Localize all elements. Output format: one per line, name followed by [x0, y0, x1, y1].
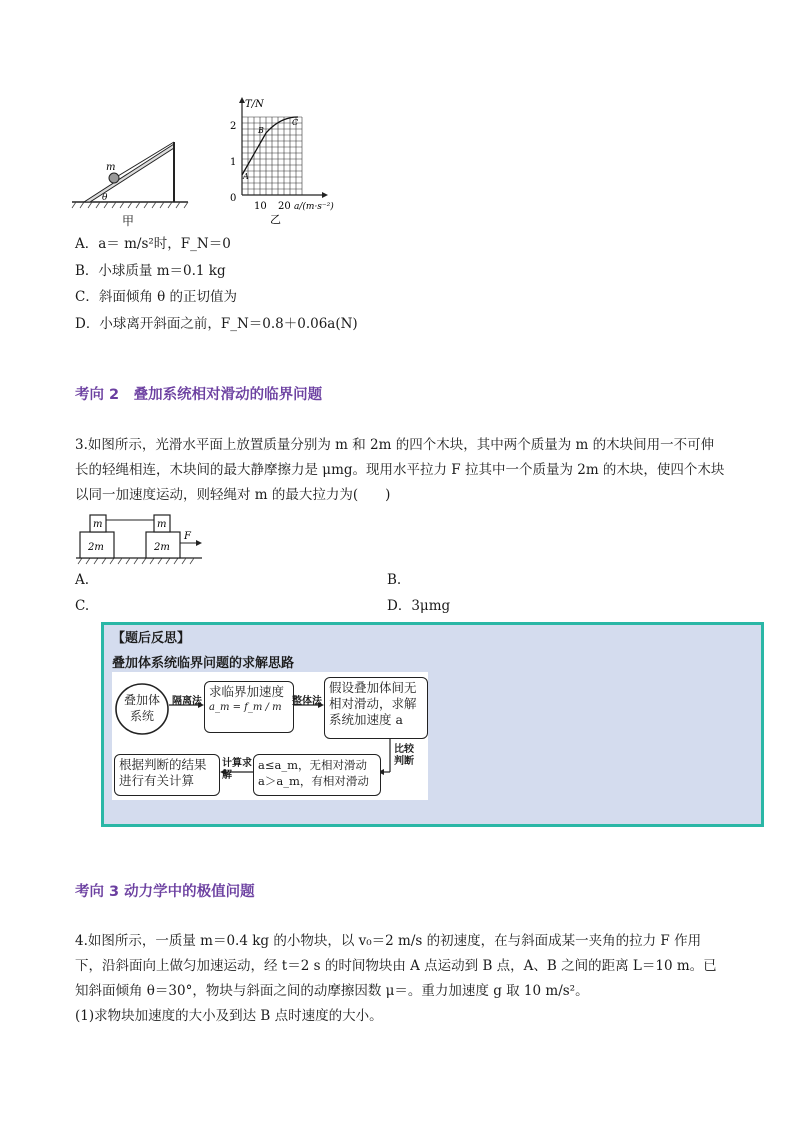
figure-graph — [222, 95, 357, 225]
section-heading-3: 考向 3 动力学中的极值问题 — [75, 884, 255, 900]
flow-cond-2: a＞a_m，有相对滑动 — [258, 774, 369, 788]
flow-label-calc: 计算求解 — [222, 758, 252, 781]
figure-blocks — [76, 510, 206, 566]
figure-incline — [70, 130, 190, 220]
q2-option-a: A．a＝ m/s²时，F_N＝0 — [75, 236, 231, 252]
block-m-right: m — [157, 519, 167, 530]
reflection-subtitle: 叠加体系统临界问题的求解思路 — [112, 656, 295, 671]
question-3-text: 3.如图所示，光滑水平面上放置质量分别为 m 和 2m 的四个木块，其中两个质量为 m 的木块间用一不可伸长的轻绳相连，木块间的最大静摩擦力是 μmg。现用水平拉力 F 拉其中一个质量为 2m 的木块，使四个木块以同一加速度运动，则轻绳对 m 的最大拉力为( ) — [75, 437, 725, 503]
q3-option-d: D．3μmg — [387, 598, 451, 614]
point-a-label: A — [243, 172, 249, 181]
question-4-text: 4.如图所示，一质量 m＝0.4 kg 的小物块，以 v₀＝2 m/s 的初速度，在与斜面成某一夹角的拉力 F 作用下，沿斜面向上做匀加速运动，经 t＝2 s 的时间物块由 A 点运动到 B 点，A、B 之间的距离 L＝10 m。已知斜面倾角 θ＝30°，物块与斜面之间的动摩擦因数 μ＝。重力加速度 g 取 10 m/s²。 — [75, 933, 717, 999]
y-tick-2: 2 — [230, 121, 237, 132]
flow-start: 叠加体系统 — [123, 693, 160, 723]
q3-option-b: B. — [387, 572, 402, 588]
x-tick-10: 10 — [254, 201, 267, 212]
force-label: F — [184, 531, 191, 542]
figure-caption-yi: 乙 — [270, 213, 281, 225]
flow-label-compare: 比较判断 — [394, 744, 414, 767]
flow-end: 根据判断的结果进行有关计算 — [114, 754, 220, 796]
y-tick-1: 1 — [230, 157, 237, 168]
reflection-title: 【题后反思】 — [112, 631, 191, 646]
x-tick-20: 20 — [278, 201, 291, 212]
flow-cond-1: a≤a_m，无相对滑动 — [258, 758, 368, 772]
flow-step2: 假设叠加体间无相对滑动，求解系统加速度 a — [324, 677, 428, 739]
block-2m-left: 2m — [88, 542, 104, 553]
point-c-label: C — [292, 118, 299, 127]
flow-step1: 求临界加速度 a_m = f_m / m — [204, 681, 294, 733]
q3-option-a: A. — [75, 572, 90, 588]
q2-option-b: B．小球质量 m＝0.1 kg — [75, 263, 226, 279]
block-2m-right: 2m — [154, 542, 170, 553]
q2-option-c: C．斜面倾角 θ 的正切值为 — [75, 289, 238, 305]
q2-option-d: D．小球离开斜面之前，F_N＝0.8＋0.06a(N) — [75, 316, 358, 332]
question-4-sub1: (1)求物块加速度的大小及到达 B 点时速度的大小。 — [75, 1008, 383, 1024]
point-b-label: B — [258, 126, 264, 135]
y-tick-0: 0 — [230, 193, 237, 204]
section-heading-2: 考向 2 叠加系统相对滑动的临界问题 — [75, 387, 323, 403]
block-m-left: m — [93, 519, 103, 530]
flow-label-whole: 整体法 — [292, 696, 322, 707]
flowchart — [112, 672, 428, 800]
figure-caption-jia: 甲 — [122, 214, 135, 228]
flow-conditions — [253, 754, 381, 796]
graph-xlabel: a/(m·s⁻²) — [294, 202, 334, 212]
q3-option-c: C. — [75, 598, 90, 614]
flow-label-isolate: 隔离法 — [172, 696, 202, 707]
graph-ylabel: T/N — [245, 99, 264, 110]
label-m: m — [106, 162, 116, 173]
label-theta: θ — [102, 193, 108, 203]
flow-formula: a_m = f_m / m — [209, 702, 282, 713]
